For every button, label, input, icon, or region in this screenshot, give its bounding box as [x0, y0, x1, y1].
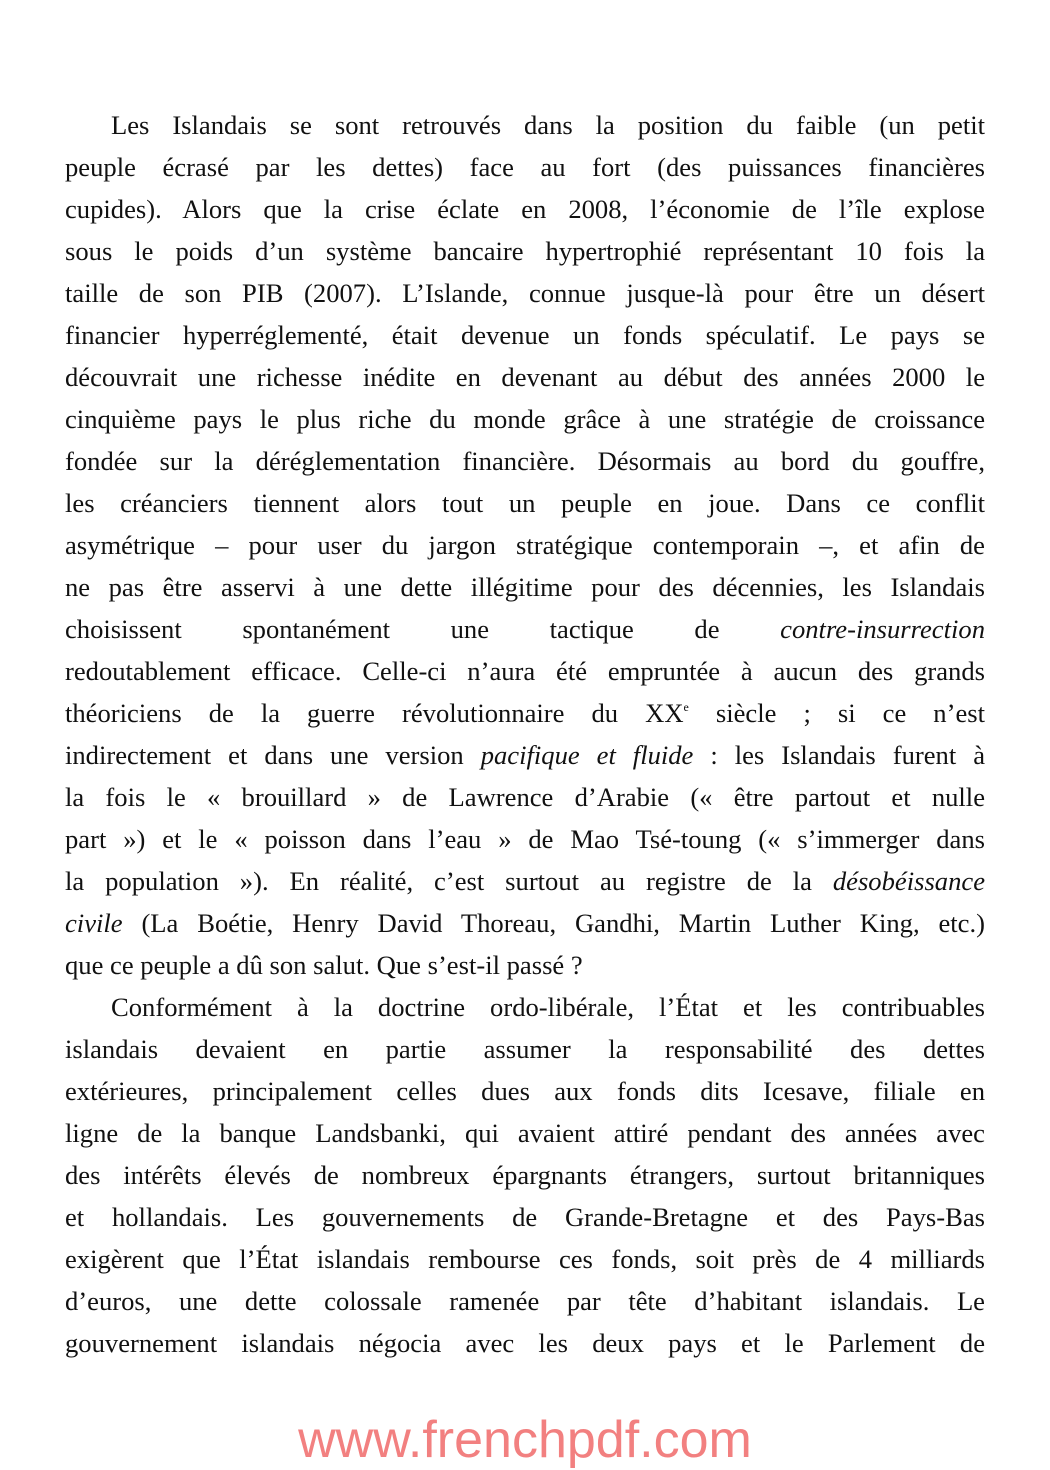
- text-line: fondée sur la déréglementation financière. Désormais au bord du gouffre,: [65, 446, 985, 476]
- text-line: [65, 902, 985, 944]
- text-run: la population »). En réalité, c’est surtout au registre de la: [65, 866, 833, 896]
- text-line: gouvernement islandais négocia avec les deux pays et le Parlement de: [65, 1328, 985, 1358]
- text-line: extérieures, principalement celles dues aux fonds dits Icesave, filiale en: [65, 1076, 985, 1106]
- text-run: : les Islandais furent à: [693, 740, 986, 770]
- text-line: asymétrique – pour user du jargon stratégique contemporain –, et afin de: [65, 530, 985, 560]
- text-line: cupides). Alors que la crise éclate en 2008, l’économie de l’île explose: [65, 194, 985, 224]
- paragraph-2: [65, 986, 985, 1364]
- watermark-link[interactable]: www.frenchpdf.com: [298, 1411, 752, 1469]
- text-line: Les Islandais se sont retrouvés dans la position du faible (un petit: [111, 110, 985, 140]
- text-line: [65, 608, 985, 650]
- text-run: choisissent spontanément une tactique de: [65, 614, 781, 644]
- text-line: Conformément à la doctrine ordo-libérale, l’État et les contribuables: [111, 992, 985, 1022]
- italic-term: contre-insurrection: [780, 614, 985, 644]
- text-run: (La Boétie, Henry David Thoreau, Gandhi, Martin Luther King, etc.): [122, 908, 985, 938]
- text-line: [65, 734, 985, 776]
- text-line: sous le poids d’un système bancaire hypertrophié représentant 10 fois la: [65, 236, 985, 266]
- text-line: les créanciers tiennent alors tout un peuple en joue. Dans ce conflit: [65, 488, 985, 518]
- italic-term: désobéissance: [832, 866, 985, 896]
- paragraph-1: [65, 104, 985, 986]
- text-line: peuple écrasé par les dettes) face au fort (des puissances financières: [65, 152, 985, 182]
- text-line: découvrait une richesse inédite en devenant au début des années 2000 le: [65, 362, 985, 392]
- text-line: ne pas être asservi à une dette illégitime pour des décennies, les Islandais: [65, 572, 985, 602]
- text-line: des intérêts élevés de nombreux épargnants étrangers, surtout britanniques: [65, 1160, 985, 1190]
- text-line: taille de son PIB (2007). L’Islande, connue jusque-là pour être un désert: [65, 278, 985, 308]
- text-line: financier hyperréglementé, était devenue un fonds spéculatif. Le pays se: [65, 320, 985, 350]
- italic-term: civile: [65, 908, 123, 938]
- text-line: et hollandais. Les gouvernements de Grande-Bretagne et des Pays-Bas: [65, 1202, 985, 1232]
- text-run: siècle ; si ce n’est: [688, 698, 985, 728]
- italic-term: pacifique et fluide: [480, 740, 694, 770]
- text-run: indirectement et dans une version: [65, 740, 481, 770]
- text-line: exigèrent que l’État islandais rembourse ces fonds, soit près de 4 milliards: [65, 1244, 985, 1274]
- text-line: que ce peuple a dû son salut. Que s’est-il passé ?: [65, 950, 583, 980]
- text-line: ligne de la banque Landsbanki, qui avaient attiré pendant des années avec: [65, 1118, 985, 1148]
- text-line: la fois le « brouillard » de Lawrence d’Arabie (« être partout et nulle: [65, 782, 985, 812]
- document-body: [65, 104, 985, 1364]
- century-numeral: XX: [645, 698, 684, 728]
- text-line: islandais devaient en partie assumer la responsabilité des dettes: [65, 1034, 985, 1064]
- text-line: d’euros, une dette colossale ramenée par tête d’habitant islandais. Le: [65, 1286, 985, 1316]
- text-line: cinquième pays le plus riche du monde grâce à une stratégie de croissance: [65, 404, 985, 434]
- superscript: e: [683, 700, 689, 715]
- text-line: redoutablement efficace. Celle-ci n’aura été empruntée à aucun des grands: [65, 656, 985, 686]
- text-line: part ») et le « poisson dans l’eau » de Mao Tsé-toung (« s’immerger dans: [65, 824, 985, 854]
- text-line: [65, 860, 985, 902]
- text-run: théoriciens de la guerre révolutionnaire du: [65, 698, 646, 728]
- text-line: [65, 692, 985, 734]
